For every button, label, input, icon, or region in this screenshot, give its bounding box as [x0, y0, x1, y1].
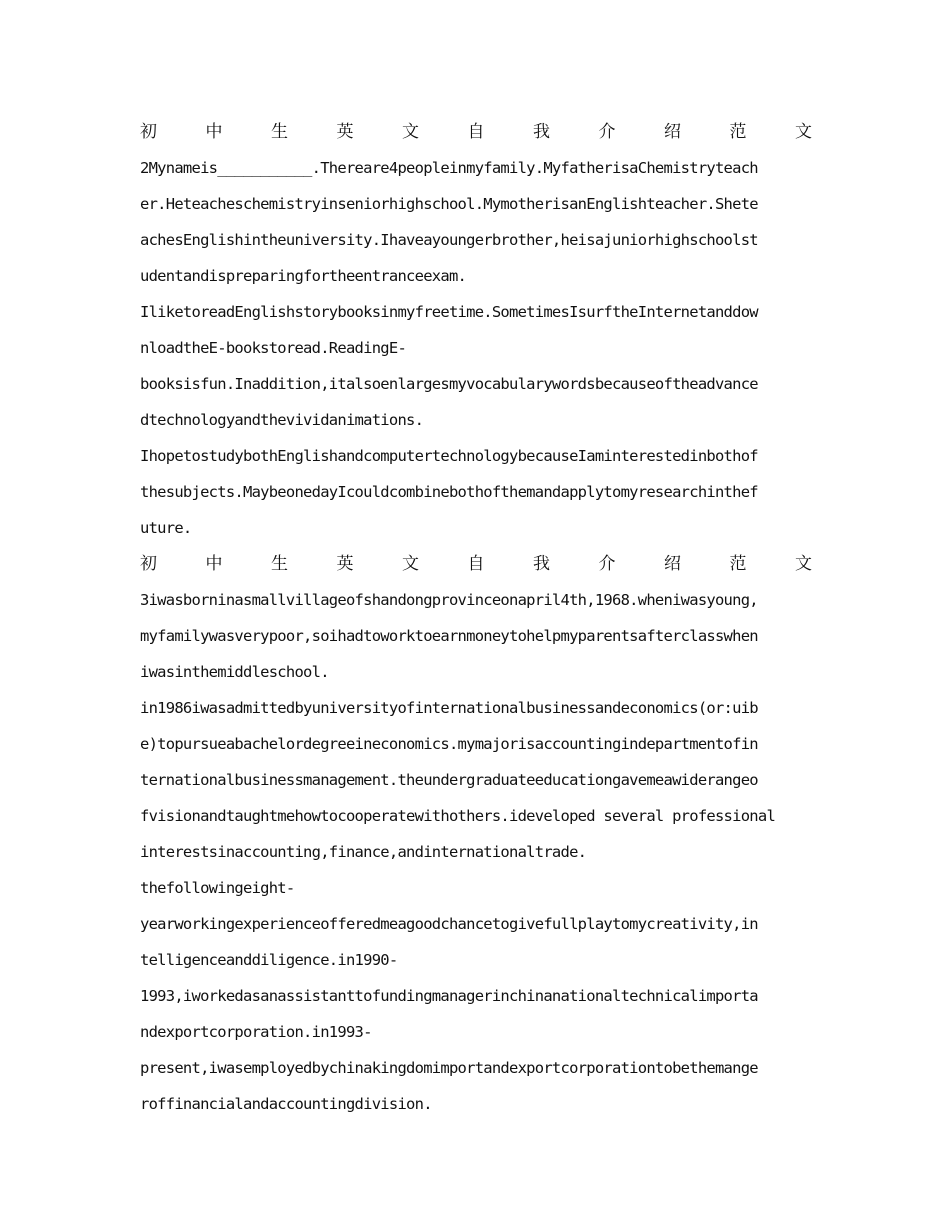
heading-char: 自 — [467, 122, 485, 142]
text-line: dtechnologyandthevividanimations. — [140, 411, 424, 429]
heading-char: 我 — [533, 122, 550, 142]
heading-char: 生 — [271, 554, 288, 574]
text-line: nloadtheE-bookstoread.ReadingE- — [140, 339, 407, 357]
heading-char: 生 — [271, 122, 288, 142]
heading-char: 文 — [795, 122, 812, 142]
section-1 — [140, 114, 812, 546]
text-line: thesubjects.MaybeonedayIcouldcombinebothofthemandapplytomyresearchinthef — [140, 483, 758, 501]
text-line: fvisionandtaughtmehowtocooperatewithothers.ideveloped several professional — [140, 807, 776, 825]
heading-char: 绍 — [664, 122, 681, 142]
heading-char: 文 — [402, 554, 419, 574]
text-line: interestsinaccounting,finance,andinternationaltrade. — [140, 843, 587, 861]
text-line: iwasinthemiddleschool. — [140, 663, 329, 681]
heading-char: 范 — [729, 122, 747, 142]
heading-char: 初 — [140, 122, 157, 142]
heading-char: 初 — [140, 554, 157, 574]
heading-char: 自 — [467, 554, 485, 574]
text-line: uture. — [140, 519, 192, 537]
heading-char: 中 — [205, 122, 223, 142]
text-line: 1993,iworkedasanassistanttofundingmanagerinchinanationaltechnicalimporta — [140, 987, 758, 1005]
section-2 — [140, 546, 812, 1122]
heading-char: 英 — [336, 122, 354, 142]
text-line: roffinancialandaccountingdivision. — [140, 1095, 432, 1113]
section-heading — [140, 546, 812, 582]
text-line: myfamilywasverypoor,soihadtoworktoearnmoneytohelpmyparentsafterclasswhen — [140, 627, 758, 645]
text-line: IhopetostudybothEnglishandcomputertechnologybecauseIaminterestedinbothof — [140, 447, 758, 465]
text-line: ternationalbusinessmanagement.theundergraduateeducationgavemeawiderangeo — [140, 771, 758, 789]
heading-char: 英 — [336, 554, 354, 574]
text-line: ndexportcorporation.in1993- — [140, 1023, 372, 1041]
heading-char: 介 — [598, 554, 616, 574]
text-line: booksisfun.Inaddition,italsoenlargesmyvocabularywordsbecauseoftheadvance — [140, 375, 758, 393]
heading-char: 文 — [402, 122, 419, 142]
text-line: thefollowingeight- — [140, 879, 295, 897]
text-line: 2Mynameis___________.Thereare4peopleinmyfamily.MyfatherisaChemistryteach — [140, 159, 758, 177]
heading-char: 范 — [729, 554, 747, 574]
text-line: e)topursueabachelordegreeineconomics.mymajorisaccountingindepartmentofin — [140, 735, 758, 753]
text-line: in1986iwasadmittedbyuniversityofinternationalbusinessandeconomics(or:uib — [140, 699, 758, 717]
heading-char: 绍 — [664, 554, 681, 574]
document-page — [140, 114, 812, 1122]
heading-char: 介 — [598, 122, 616, 142]
heading-char: 中 — [205, 554, 223, 574]
text-line: achesEnglishintheuniversity.Ihaveayoungerbrother,heisajuniorhighschoolst — [140, 231, 758, 249]
section-heading — [140, 114, 812, 150]
text-line: yearworkingexperienceofferedmeagoodchancetogivefullplaytomycreativity,in — [140, 915, 758, 933]
text-line: udentandispreparingfortheentranceexam. — [140, 267, 467, 285]
text-line: 3iwasborninasmallvillageofshandongprovinceonapril4th,1968.wheniwasyoung, — [140, 591, 758, 609]
heading-char: 我 — [533, 554, 550, 574]
heading-char: 文 — [795, 554, 812, 574]
text-line: present,iwasemployedbychinakingdomimportandexportcorporationtobethemange — [140, 1059, 758, 1077]
text-line: IliketoreadEnglishstorybooksinmyfreetime.SometimesIsurftheInternetanddow — [140, 303, 758, 321]
text-line: er.Heteacheschemistryinseniorhighschool.MymotherisanEnglishteacher.Shete — [140, 195, 758, 213]
text-line: telligenceanddiligence.in1990- — [140, 951, 398, 969]
